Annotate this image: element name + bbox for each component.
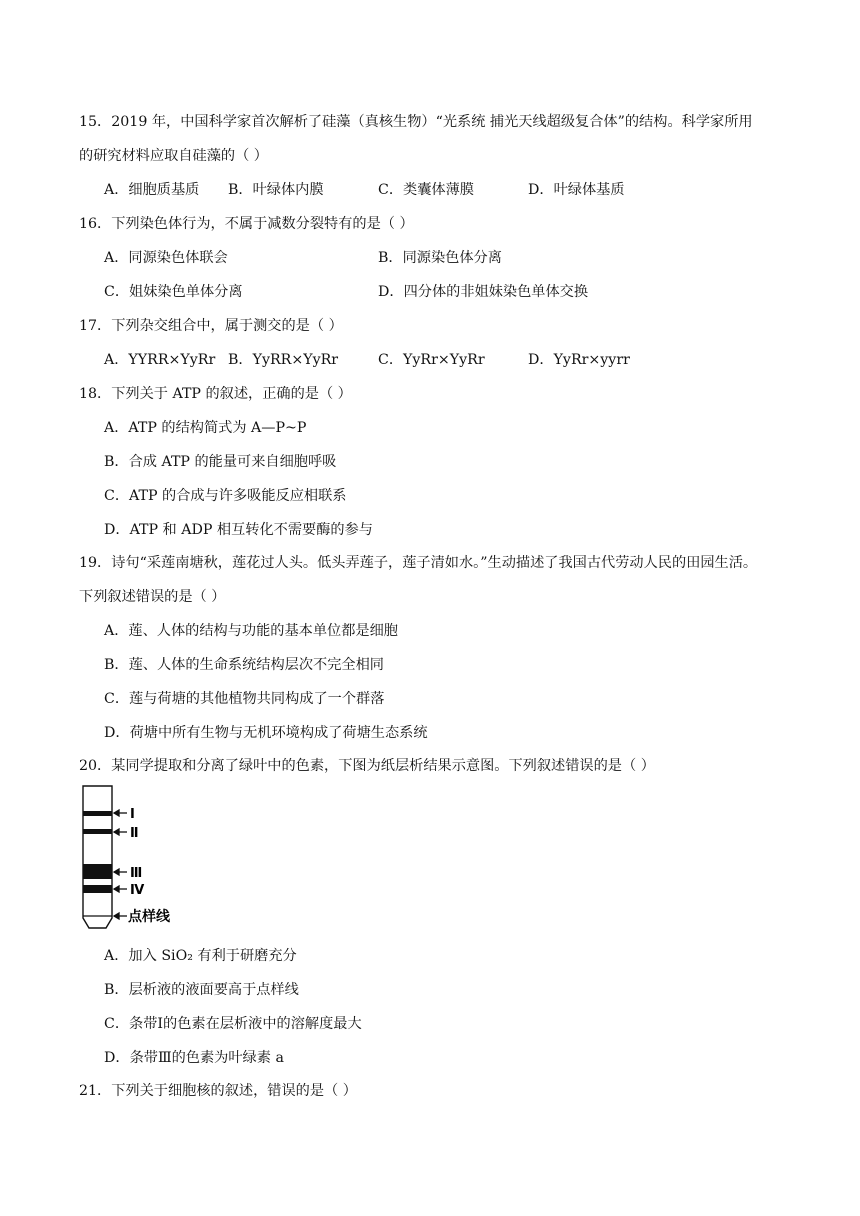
question-19-option-c: C．莲与荷塘的其他植物共同构成了一个群落 <box>104 691 385 707</box>
question-19-option-d: D．荷塘中所有生物与无机环境构成了荷塘生态系统 <box>104 725 428 741</box>
question-16-option-b: B．同源染色体分离 <box>378 250 502 266</box>
question-18-option-b: B．合成 ATP 的能量可来自细胞呼吸 <box>104 454 337 470</box>
question-19-option-a: A．莲、人体的结构与功能的基本单位都是细胞 <box>104 623 398 639</box>
question-19-stem-line-1: 19．诗句“采莲南塘秋，莲花过人头。低头弄莲子，莲子清如水。”生动描述了我国古代劳动人民的田园生活。 <box>79 555 758 571</box>
band-4 <box>83 885 112 893</box>
question-16-option-a: A．同源染色体联会 <box>104 250 228 266</box>
band-label-1: Ⅰ <box>130 807 135 822</box>
question-15-option-d: D．叶绿体基质 <box>528 182 625 198</box>
band-label-4: Ⅳ <box>130 883 145 898</box>
question-15-option-b: B．叶绿体内膜 <box>228 182 324 198</box>
question-18-option-c: C．ATP 的合成与许多吸能反应相联系 <box>104 488 347 504</box>
question-20-option-a: A．加入 SiO₂ 有利于研磨充分 <box>104 948 297 964</box>
question-17-option-b: B．YyRR×YyRr <box>228 352 339 368</box>
band-label-3: Ⅲ <box>130 866 143 881</box>
band-label-2: Ⅱ <box>130 826 139 841</box>
arrows <box>114 810 127 919</box>
question-18-option-a: A．ATP 的结构简式为 A—P~P <box>104 420 307 436</box>
question-15-option-a: A．细胞质基质 <box>104 182 200 198</box>
question-18-stem: 18．下列关于 ATP 的叙述，正确的是（ ） <box>79 386 352 402</box>
question-20-option-b: B．层析液的液面要高于点样线 <box>104 982 299 998</box>
band-3 <box>83 864 112 879</box>
question-19-option-b: B．莲、人体的生命系统结构层次不完全相同 <box>104 657 384 673</box>
question-17-option-a: A．YYRR×YyRr <box>104 352 216 368</box>
paper-strip-outline <box>83 786 112 928</box>
chromatography-figure <box>80 784 200 934</box>
question-21-stem: 21．下列关于细胞核的叙述，错误的是（ ） <box>79 1083 357 1099</box>
question-17-option-c: C．YyRr×YyRr <box>378 352 485 368</box>
question-15-stem-line-2: 的研究材料应取自硅藻的（ ） <box>79 148 268 164</box>
question-17-option-d: D．YyRr×yyrr <box>528 352 630 368</box>
question-18-option-d: D．ATP 和 ADP 相互转化不需要酶的参与 <box>104 522 373 538</box>
question-20-option-d: D．条带Ⅲ的色素为叶绿素 a <box>104 1050 284 1066</box>
question-16-option-d: D．四分体的非姐妹染色单体交换 <box>378 284 589 300</box>
chromatography-strip-diagram <box>80 784 200 934</box>
band-1 <box>83 811 112 816</box>
question-20-stem: 20．某同学提取和分离了绿叶中的色素，下图为纸层析结果示意图。下列叙述错误的是（ ） <box>79 758 655 774</box>
question-16-stem: 16．下列染色体行为，不属于减数分裂特有的是（ ） <box>79 216 414 232</box>
question-19-stem-line-2: 下列叙述错误的是（ ） <box>79 589 226 605</box>
band-2 <box>83 829 112 834</box>
question-16-option-c: C．姐妹染色单体分离 <box>104 284 243 300</box>
question-17-stem: 17．下列杂交组合中，属于测交的是（ ） <box>79 318 343 334</box>
question-15-stem-line-1: 15．2019 年，中国科学家首次解析了硅藻（真核生物）“光系统 捕光天线超级复合体”的结构。科学家所用 <box>79 114 753 130</box>
question-15-option-c: C．类囊体薄膜 <box>378 182 474 198</box>
question-20-option-c: C．条带Ⅰ的色素在层析液中的溶解度最大 <box>104 1016 362 1032</box>
origin-line-label: 点样线 <box>128 909 170 925</box>
